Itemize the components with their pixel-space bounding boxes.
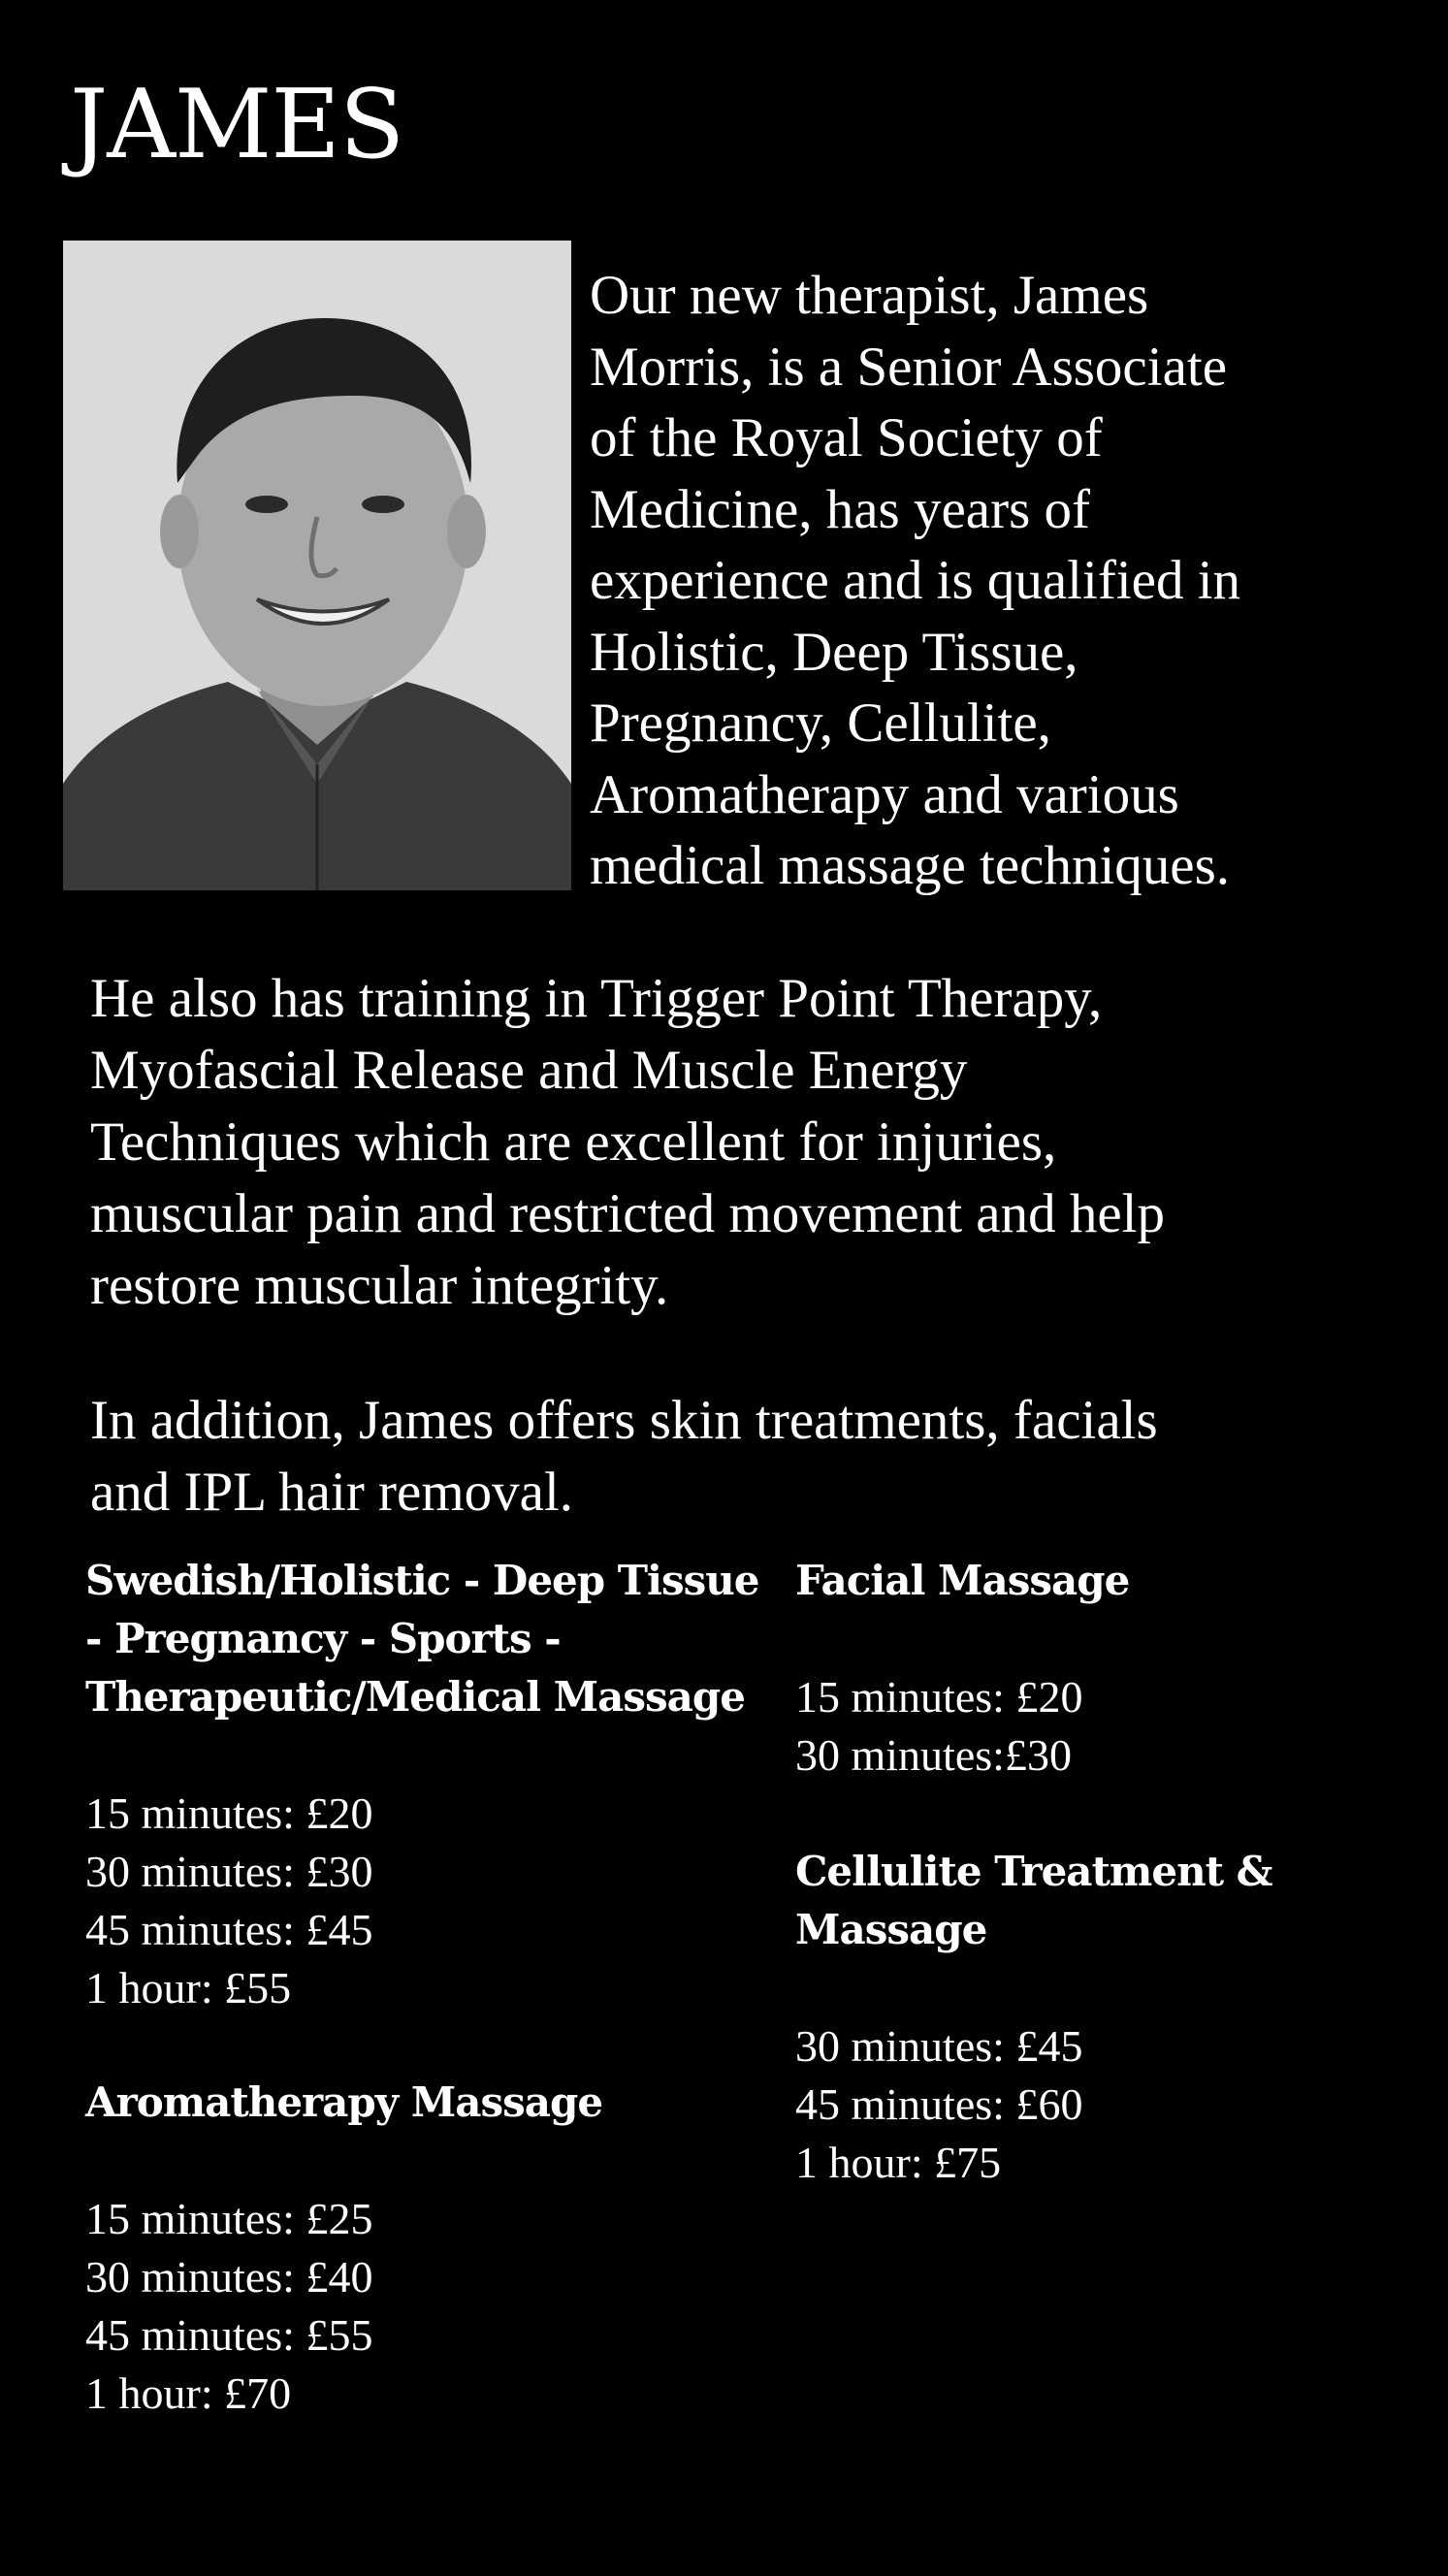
price-list bbox=[85, 2190, 774, 2423]
portrait-image bbox=[63, 241, 571, 890]
price-item: 1 hour: £55 bbox=[85, 1963, 292, 2012]
price-list-left-column bbox=[85, 1552, 774, 2479]
page-title: JAMES bbox=[70, 70, 404, 180]
price-list bbox=[795, 2017, 1397, 2192]
price-item: 1 hour: £75 bbox=[795, 2138, 1002, 2187]
price-item: 30 minutes:£30 bbox=[795, 1730, 1072, 1780]
intro-paragraph: Our new therapist, James Morris, is a Senior Associate of the Royal Society of Medicine, has years of experience and is qualified in Holistic, Deep Tissue, Pregnancy, Cellulite, Aromatherapy and various medical massage techniques. bbox=[590, 265, 1241, 896]
price-item: 45 minutes: £55 bbox=[85, 2310, 373, 2360]
aromatherapy-section-title: Aromatherapy Massage bbox=[85, 2078, 603, 2126]
price-item: 45 minutes: £60 bbox=[795, 2079, 1083, 2129]
price-list-right-column bbox=[795, 1552, 1397, 2250]
massage-section-title: Swedish/Holistic - Deep Tissue - Pregnancy - Sports - Therapeutic/Medical Massage bbox=[85, 1557, 759, 1721]
massage-price-section bbox=[85, 1552, 774, 2017]
price-item: 1 hour: £70 bbox=[85, 2368, 292, 2418]
price-item: 15 minutes: £25 bbox=[85, 2194, 373, 2243]
aromatherapy-price-section bbox=[85, 2074, 774, 2423]
price-list bbox=[85, 1785, 774, 2017]
cellulite-price-section bbox=[795, 1843, 1397, 2192]
price-item: 30 minutes: £40 bbox=[85, 2252, 373, 2302]
price-item: 30 minutes: £30 bbox=[85, 1847, 373, 1896]
price-item: 15 minutes: £20 bbox=[85, 1788, 373, 1838]
price-item: 30 minutes: £45 bbox=[795, 2021, 1083, 2071]
cellulite-section-title: Cellulite Treatment & Massage bbox=[795, 1848, 1272, 1953]
price-list bbox=[795, 1668, 1397, 1785]
price-item: 45 minutes: £45 bbox=[85, 1905, 373, 1954]
training-paragraph: He also has training in Trigger Point Therapy, Myofascial Release and Muscle Energy Techniques which are excellent for injuries, muscular pain and restricted movement and help restore muscular integrity. bbox=[90, 968, 1165, 1316]
skin-treatments-paragraph: In addition, James offers skin treatments, facials and IPL hair removal. bbox=[90, 1390, 1158, 1523]
facial-massage-price-section bbox=[795, 1552, 1397, 1785]
therapist-photo bbox=[63, 241, 571, 890]
price-item: 15 minutes: £20 bbox=[795, 1672, 1083, 1722]
facial-massage-section-title: Facial Massage bbox=[795, 1557, 1130, 1604]
